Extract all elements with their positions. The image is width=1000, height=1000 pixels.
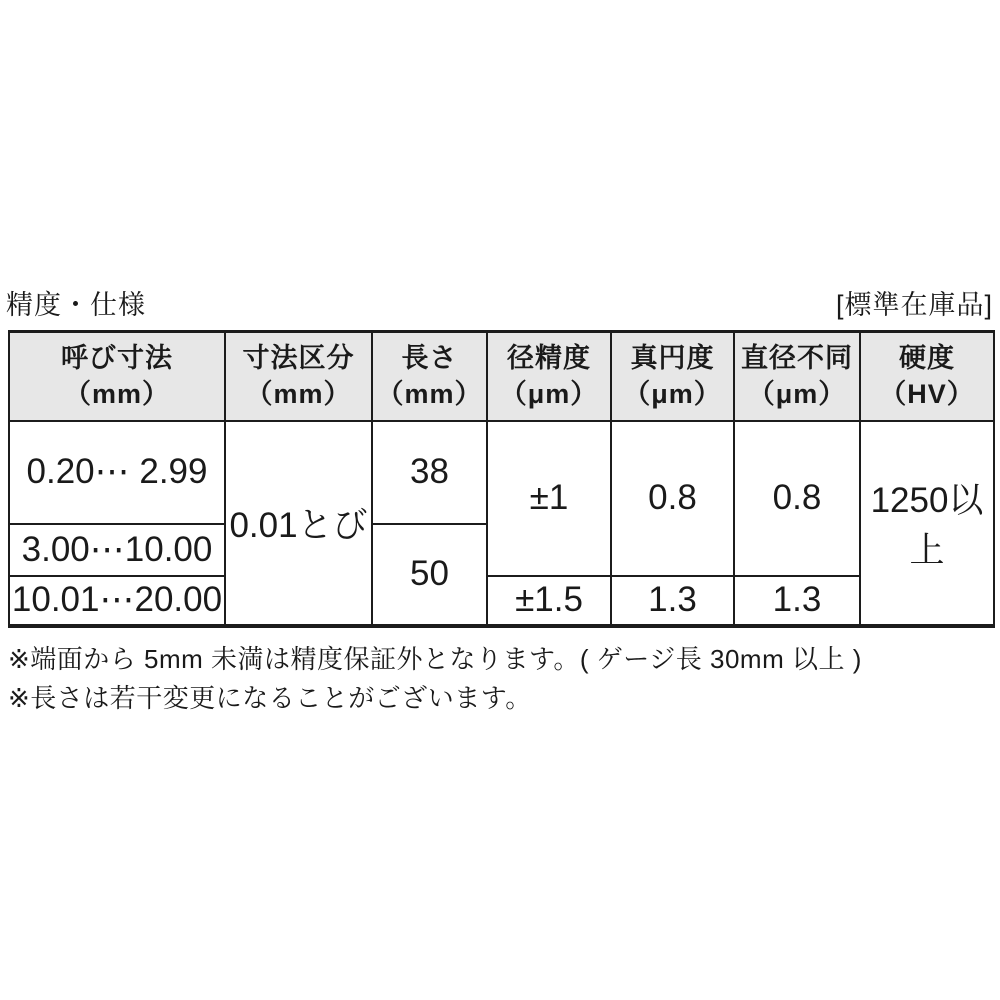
cell-dia-accuracy-1: ±1 <box>487 421 611 576</box>
header-nominal-size <box>9 332 225 421</box>
header-title: 硬度 <box>899 343 955 374</box>
cell-nominal-size-2: 3.00⋯10.00 <box>9 524 225 576</box>
header-unit: （mm） <box>376 379 483 410</box>
spec-table <box>8 330 995 628</box>
header-title: 長さ <box>401 343 458 374</box>
cell-length-38: 38 <box>372 421 487 524</box>
cell-length-50: 50 <box>372 524 487 626</box>
footnotes <box>8 640 862 718</box>
header-title: 寸法区分 <box>242 343 355 374</box>
cell-roundness-2: 1.3 <box>611 576 734 626</box>
cell-dia-accuracy-2: ±1.5 <box>487 576 611 626</box>
header-unit: （μm） <box>499 379 599 410</box>
table-row <box>9 576 994 626</box>
table-row <box>9 421 994 524</box>
header-title: 径精度 <box>507 343 591 374</box>
header-title: 呼び寸法 <box>61 343 173 374</box>
header-length <box>372 332 487 421</box>
stock-status-label: [標準在庫品] <box>835 290 993 320</box>
header-unit: （HV） <box>879 379 975 410</box>
header-unit: （mm） <box>63 379 170 410</box>
cell-nominal-size-1: 0.20⋯ 2.99 <box>9 421 225 524</box>
page-title: 精度・仕様 <box>6 290 146 320</box>
headline <box>6 283 993 322</box>
cell-nominal-size-3: 10.01⋯20.00 <box>9 576 225 626</box>
cell-dia-variation-2: 1.3 <box>734 576 860 626</box>
header-unit: （mm） <box>245 379 352 410</box>
header-diameter-variation <box>734 332 860 421</box>
header-row <box>9 332 994 421</box>
cell-dia-variation-1: 0.8 <box>734 421 860 576</box>
header-unit: （μm） <box>623 379 722 410</box>
header-title: 直径不同 <box>741 343 853 374</box>
header-diameter-accuracy <box>487 332 611 421</box>
header-unit: （μm） <box>747 379 847 410</box>
header-roundness <box>611 332 734 421</box>
header-title: 真円度 <box>630 343 715 374</box>
header-hardness <box>860 332 994 421</box>
footnote-accuracy: ※端面から 5mm 未満は精度保証外となります。( ゲージ長 30mm 以上 ) <box>8 644 862 674</box>
cell-hardness: 1250以上 <box>860 421 994 626</box>
header-size-division <box>225 332 372 421</box>
cell-size-step: 0.01とび <box>225 421 372 626</box>
footnote-length: ※長さは若干変更になることがございます。 <box>8 683 532 713</box>
cell-roundness-1: 0.8 <box>611 421 734 576</box>
